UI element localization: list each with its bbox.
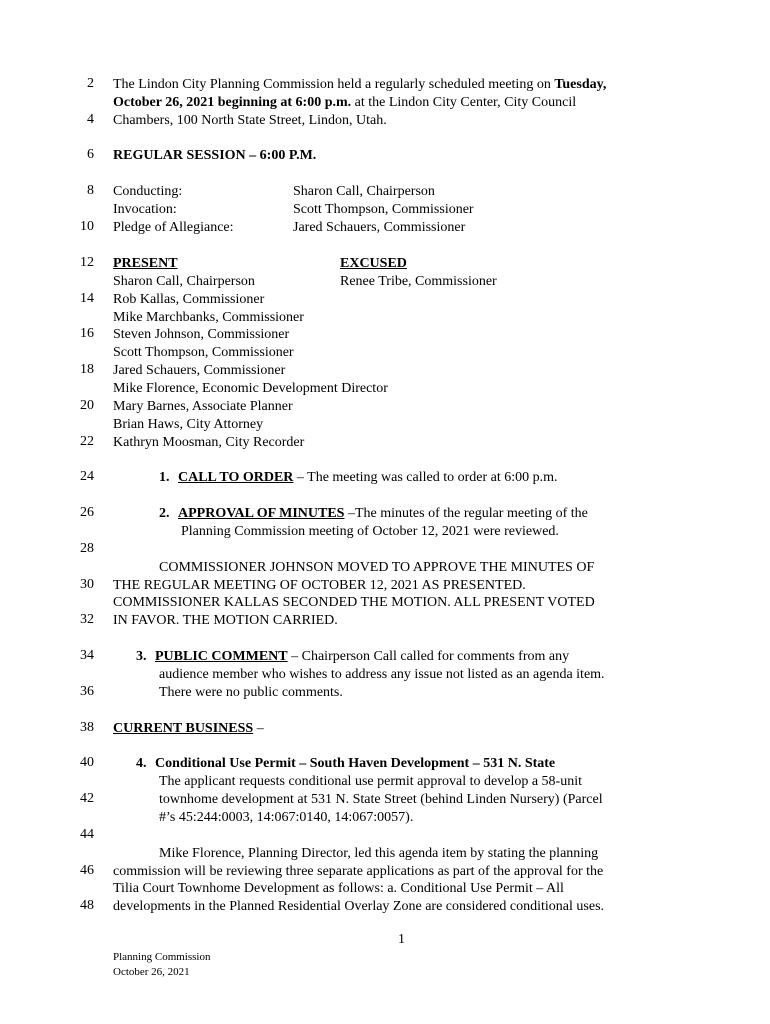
role-row [113,183,435,201]
line-number: 34 [80,648,94,663]
line-number: 14 [80,291,94,306]
line-number: 16 [80,326,94,341]
current-business-heading [113,720,264,738]
present-member: Kathryn Moosman, City Recorder [113,435,305,450]
present-member: Mary Barnes, Associate Planner [113,399,293,414]
discussion-text: commission will be reviewing three separate applications as part of the approval for the [113,864,604,879]
present-member: Mike Marchbanks, Commissioner [113,310,304,325]
line-number: 26 [80,505,94,520]
item-text: audience member who wishes to address any issue not listed as an agenda item. [159,667,605,682]
role-row [113,219,466,237]
line-number: 46 [80,863,94,878]
role-row [113,201,474,219]
meeting-day: Tuesday, [554,77,607,92]
present-member: Rob Kallas, Commissioner [113,292,265,307]
item-text: –The minutes of the regular meeting of the [344,506,588,521]
present-member: Jared Schauers, Commissioner [113,363,286,378]
present-member: Sharon Call, Chairperson [113,274,255,289]
section-title: CURRENT BUSINESS [113,721,254,736]
meeting-date-time: October 26, 2021 beginning at 6:00 p.m. [113,95,352,110]
line-number: 36 [80,684,94,699]
item-text: – Chairperson Call called for comments from any [287,649,570,664]
session-heading: REGULAR SESSION – 6:00 P.M. [113,148,317,163]
item-number: 3. [136,649,147,664]
line-number: 24 [80,469,94,484]
discussion-text: developments in the Planned Residential Overlay Zone are considered conditional uses. [113,899,605,914]
intro-text: at the Lindon City Center, City Council [351,95,577,110]
role-label: Conducting: [113,184,183,199]
line-number: 6 [87,147,94,162]
item-text: There were no public comments. [159,685,343,700]
line-number: 38 [80,720,94,735]
line-number: 48 [80,898,94,913]
item-text: The applicant requests conditional use permit approval to develop a 58-unit [159,774,582,789]
motion-text: COMMISSIONER KALLAS SECONDED THE MOTION. ALL PRESENT VOTED [113,595,595,610]
role-name: Sharon Call, Chairperson [293,184,435,199]
line-number: 28 [80,541,94,556]
present-member: Brian Haws, City Attorney [113,417,264,432]
item-text: Planning Commission meeting of October 12, 2021 were reviewed. [181,524,559,539]
role-name: Jared Schauers, Commissioner [293,220,466,235]
line-number: 40 [80,755,94,770]
line-number: 8 [87,183,94,198]
item-title: APPROVAL OF MINUTES [178,506,345,521]
excused-heading: EXCUSED [340,256,407,271]
present-heading: PRESENT [113,256,178,271]
role-label: Invocation: [113,202,177,217]
item-title: PUBLIC COMMENT [155,649,288,664]
line-number: 10 [80,219,94,234]
item-title: CALL TO ORDER [178,470,294,485]
item-text: #’s 45:244:0003, 14:067:0140, 14:067:0057). [159,810,414,825]
item-number: 2. [159,506,170,521]
agenda-item-call-to-order [159,469,558,487]
present-member: Mike Florence, Economic Development Director [113,381,388,396]
line-number: 42 [80,791,94,806]
present-member: Scott Thompson, Commissioner [113,345,294,360]
item-number: 4. [136,756,147,771]
line-number: 20 [80,398,94,413]
role-label: Pledge of Allegiance: [113,220,234,235]
intro-text: Chambers, 100 North State Street, Lindon, Utah. [113,113,387,128]
line-number: 12 [80,255,94,270]
page-number: 1 [398,932,405,947]
motion-text: COMMISSIONER JOHNSON MOVED TO APPROVE THE MINUTES OF [159,560,595,575]
present-member: Steven Johnson, Commissioner [113,327,290,342]
motion-text: IN FAVOR. THE MOTION CARRIED. [113,613,338,628]
section-suffix: – [253,721,264,736]
line-number: 2 [87,76,94,91]
footer-title: Planning Commission [113,951,211,963]
line-number: 30 [80,577,94,592]
role-name: Scott Thompson, Commissioner [293,202,474,217]
motion-text: THE REGULAR MEETING OF OCTOBER 12, 2021 AS PRESENTED. [113,578,526,593]
line-number: 32 [80,612,94,627]
discussion-text: Mike Florence, Planning Director, led this agenda item by stating the planning [159,846,599,861]
footer-date: October 26, 2021 [113,966,190,978]
line-number: 4 [87,112,94,127]
line-number: 22 [80,434,94,449]
excused-member: Renee Tribe, Commissioner [340,274,497,289]
item-title: Conditional Use Permit – South Haven Development – 531 N. State [155,756,556,771]
intro-text: The Lindon City Planning Commission held a regularly scheduled meeting on [113,77,555,92]
line-number: 44 [80,827,94,842]
item-text: – The meeting was called to order at 6:00 p.m. [293,470,558,485]
line-number: 18 [80,362,94,377]
discussion-text: Tilia Court Townhome Development as follows: a. Conditional Use Permit – All [113,881,564,896]
item-number: 1. [159,470,170,485]
item-text: townhome development at 531 N. State Street (behind Linden Nursery) (Parcel [159,792,603,807]
